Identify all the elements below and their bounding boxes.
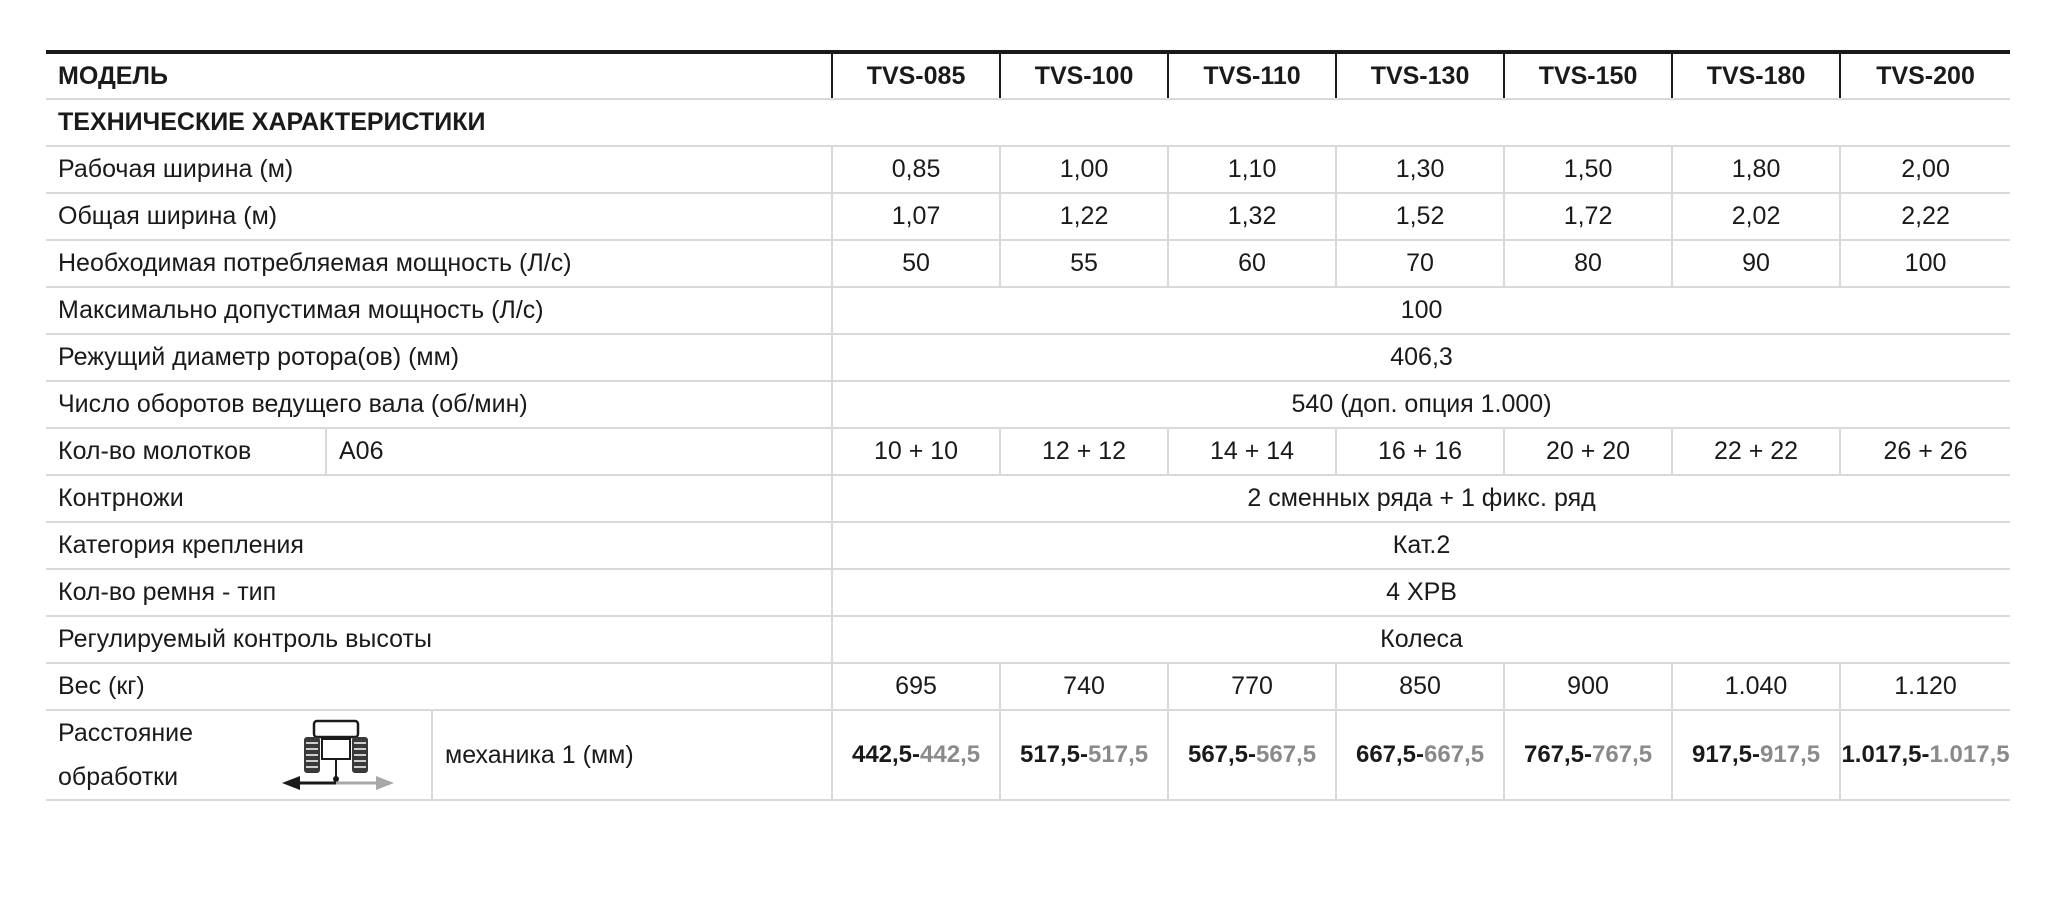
model-header-label: МОДЕЛЬ (46, 52, 832, 99)
model-header: TVS-130 (1336, 52, 1504, 99)
cell-value: 770 (1168, 663, 1336, 710)
value-min: 767,5- (1523, 741, 1593, 768)
cell-value (1168, 710, 1336, 800)
value-min: 917,5- (1691, 741, 1761, 768)
cell-value: 2,02 (1672, 193, 1840, 240)
row-label: Необходимая потребляемая мощность (Л/с) (46, 240, 832, 287)
table-row-height-control (46, 616, 2010, 663)
cell-value: 100 (832, 287, 2010, 334)
row-label: Рабочая ширина (м) (46, 146, 832, 193)
row-label: Контрножи (46, 475, 832, 522)
row-label (58, 711, 278, 799)
distance-label-cell (46, 710, 432, 800)
cell-value (832, 710, 1000, 800)
cell-value: 740 (1000, 663, 1168, 710)
cell-value: 695 (832, 663, 1000, 710)
cell-value: 1,80 (1672, 146, 1840, 193)
table-row-distance (46, 710, 2010, 800)
spec-table (46, 50, 2010, 801)
cell-value: 80 (1504, 240, 1672, 287)
cell-value: 70 (1336, 240, 1504, 287)
model-header: TVS-200 (1840, 52, 2010, 99)
cell-value: 100 (1840, 240, 2010, 287)
table-row-counter-knives (46, 475, 2010, 522)
row-sublabel: A06 (326, 428, 832, 475)
section-title: ТЕХНИЧЕСКИЕ ХАРАКТЕРИСТИКИ (46, 99, 2010, 146)
distance-label-wrap (58, 711, 431, 799)
table-row-total-width (46, 193, 2010, 240)
cell-value: 60 (1168, 240, 1336, 287)
table-row-power-max (46, 287, 2010, 334)
cell-value (1336, 710, 1504, 800)
cell-value: 1,30 (1336, 146, 1504, 193)
cell-value: 26 + 26 (1840, 428, 2010, 475)
row-label: Вес (кг) (46, 663, 832, 710)
model-header: TVS-085 (832, 52, 1000, 99)
cell-value: 540 (доп. опция 1.000) (832, 381, 2010, 428)
header-row (46, 52, 2010, 99)
cell-value: 1.120 (1840, 663, 2010, 710)
cell-value: 1,32 (1168, 193, 1336, 240)
cell-value (1000, 710, 1168, 800)
cell-value: 16 + 16 (1336, 428, 1504, 475)
table-row-hitch (46, 522, 2010, 569)
model-header: TVS-180 (1672, 52, 1840, 99)
row-label: Категория крепления (46, 522, 832, 569)
model-header: TVS-150 (1504, 52, 1672, 99)
row-sublabel: механика 1 (мм) (432, 710, 832, 800)
cell-value: 1,10 (1168, 146, 1336, 193)
cell-value: 20 + 20 (1504, 428, 1672, 475)
cell-value: 12 + 12 (1000, 428, 1168, 475)
cell-value: 850 (1336, 663, 1504, 710)
cell-value: 1,50 (1504, 146, 1672, 193)
row-label: Режущий диаметр ротора(ов) (мм) (46, 334, 832, 381)
cell-value: 50 (832, 240, 1000, 287)
value-max: 767,5 (1592, 741, 1653, 768)
value-min: 442,5- (851, 741, 921, 768)
table-row-work-width (46, 146, 2010, 193)
value-max: 567,5 (1256, 741, 1317, 768)
cell-value: 2,22 (1840, 193, 2010, 240)
row-label: Кол-во ремня - тип (46, 569, 832, 616)
value-min: 1.017,5- (1841, 741, 1930, 768)
table-row-rotor-diameter (46, 334, 2010, 381)
value-max: 517,5 (1088, 741, 1149, 768)
cell-value: 90 (1672, 240, 1840, 287)
value-max: 1.017,5 (1929, 741, 2010, 768)
cell-value: 2 сменных ряда + 1 фикс. ряд (832, 475, 2010, 522)
model-header: TVS-100 (1000, 52, 1168, 99)
cell-value: 1.040 (1672, 663, 1840, 710)
row-label: Кол-во молотков (46, 428, 326, 475)
cell-value: 1,72 (1504, 193, 1672, 240)
cell-value (1672, 710, 1840, 800)
cell-value: 4 XPB (832, 569, 2010, 616)
cell-value: 900 (1504, 663, 1672, 710)
cell-value: 1,22 (1000, 193, 1168, 240)
row-label: Число оборотов ведущего вала (об/мин) (46, 381, 832, 428)
cell-value: Колеса (832, 616, 2010, 663)
table-row-belts (46, 569, 2010, 616)
cell-value: 1,07 (832, 193, 1000, 240)
cell-value: 2,00 (1840, 146, 2010, 193)
cell-value: 0,85 (832, 146, 1000, 193)
value-max: 667,5 (1424, 741, 1485, 768)
table-row-weight (46, 663, 2010, 710)
model-header: TVS-110 (1168, 52, 1336, 99)
row-label-line: Расстояние (58, 719, 194, 747)
cell-value: 55 (1000, 240, 1168, 287)
cell-value: 14 + 14 (1168, 428, 1336, 475)
row-label: Общая ширина (м) (46, 193, 832, 240)
cell-value (1840, 710, 2010, 800)
cell-value: 1,00 (1000, 146, 1168, 193)
cell-value (1504, 710, 1672, 800)
cell-value: 1,52 (1336, 193, 1504, 240)
section-row (46, 99, 2010, 146)
value-min: 567,5- (1187, 741, 1257, 768)
row-label: Максимально допустимая мощность (Л/с) (46, 287, 832, 334)
value-min: 517,5- (1019, 741, 1089, 768)
cell-value: 406,3 (832, 334, 2010, 381)
value-min: 667,5- (1355, 741, 1425, 768)
row-label-line: обработки (58, 763, 179, 791)
value-max: 917,5 (1760, 741, 1821, 768)
table-row-shaft-rpm (46, 381, 2010, 428)
cell-value: Кат.2 (832, 522, 2010, 569)
value-max: 442,5 (920, 741, 981, 768)
row-label: Регулируемый контроль высоты (46, 616, 832, 663)
table-row-hammers (46, 428, 2010, 475)
tractor-offset-icon (278, 715, 398, 795)
table-row-power-required (46, 240, 2010, 287)
cell-value: 10 + 10 (832, 428, 1000, 475)
cell-value: 22 + 22 (1672, 428, 1840, 475)
